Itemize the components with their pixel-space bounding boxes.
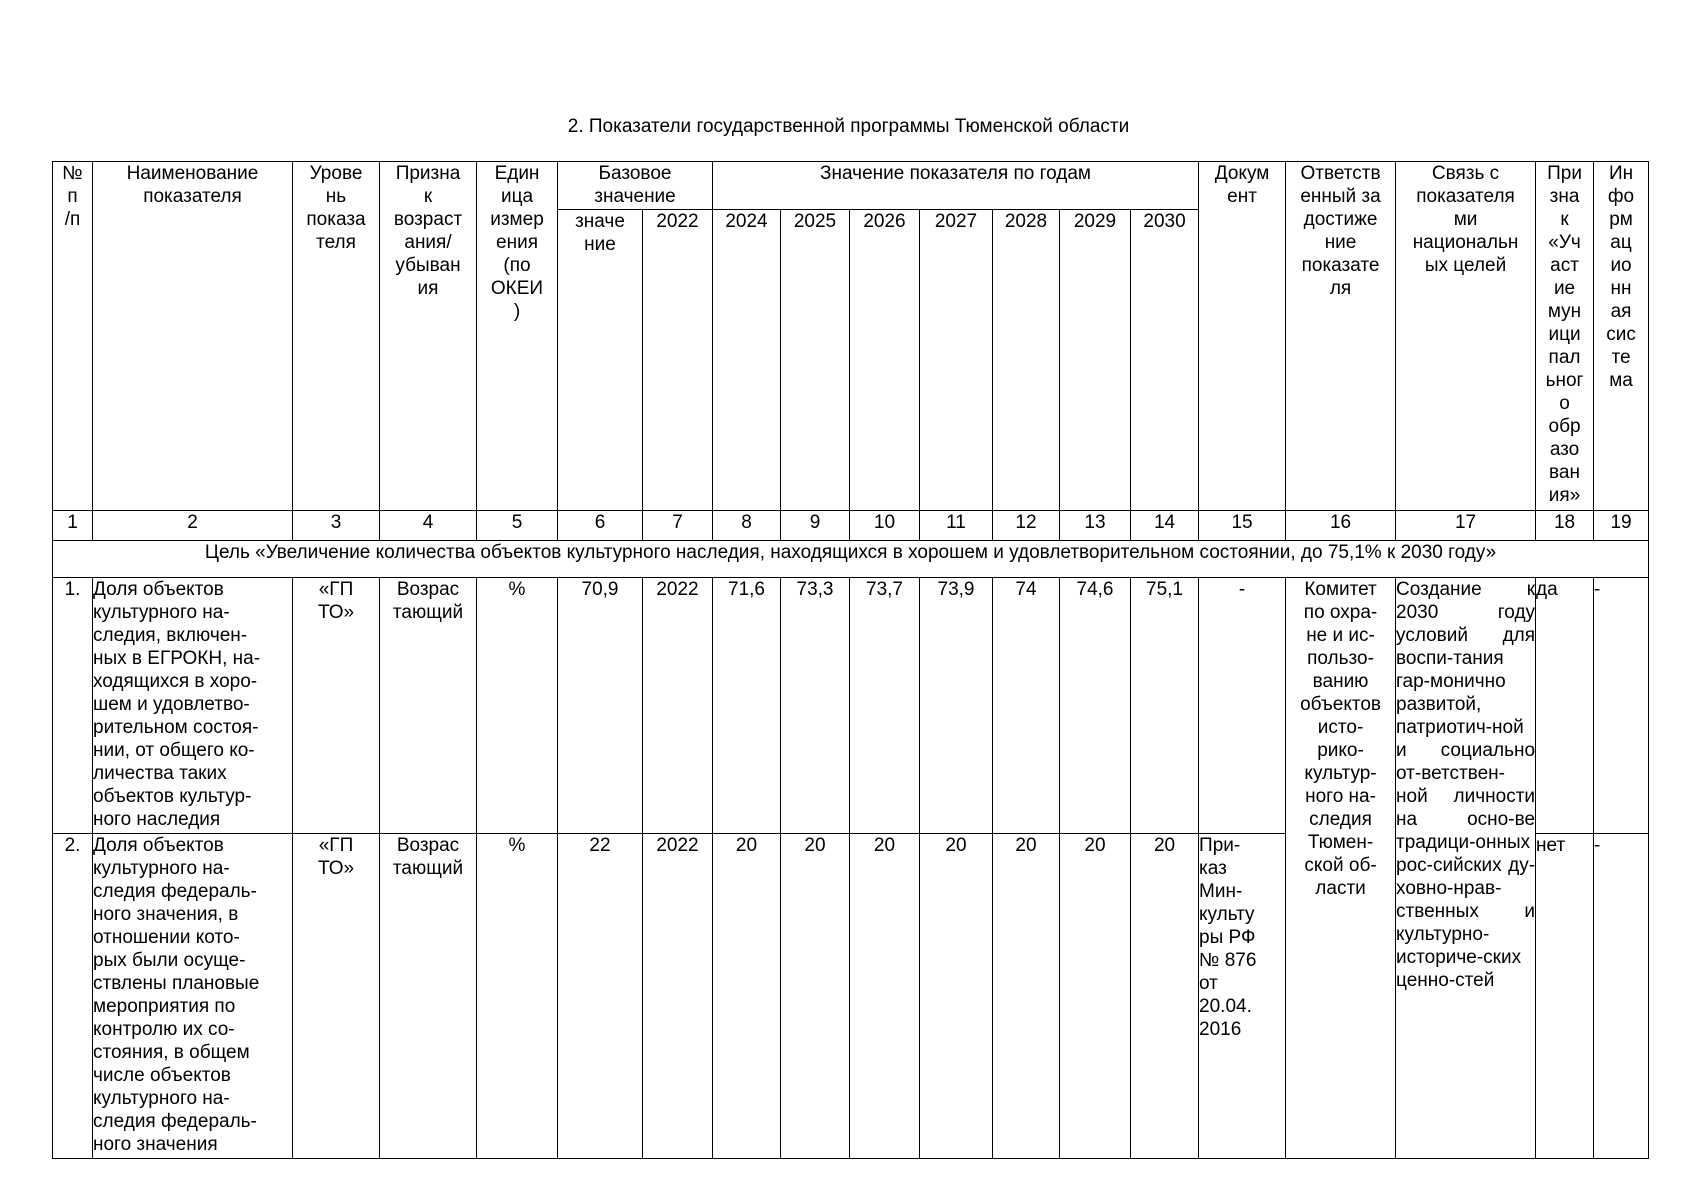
column-number: 6 [558, 511, 643, 541]
indicator-unit: % [477, 834, 558, 1159]
column-number: 4 [380, 511, 477, 541]
year-value: 20 [1131, 834, 1199, 1159]
national-goal-link: Создание к 2030 году условий для воспи-тания гар-монично развитой, патриотич-ной и социально от-ветствен-ной личности на осно-ве традици-онных рос-сийских ду-ховно-нрав-ственных и культурно-историче-ских ценно-стей [1396, 578, 1536, 1159]
base-value: 22 [558, 834, 643, 1159]
column-number: 17 [1396, 511, 1536, 541]
header-document: Докум ент [1199, 162, 1286, 511]
document: - [1199, 578, 1286, 834]
header-number: № п /п [53, 162, 93, 511]
indicator-trend: Возрас тающий [380, 578, 477, 834]
header-base-year: 2022 [643, 210, 713, 511]
base-year: 2022 [643, 578, 713, 834]
column-number: 1 [53, 511, 93, 541]
header-base-value: значе ние [558, 210, 643, 511]
header-year: 2024 [713, 210, 781, 511]
column-number: 3 [293, 511, 380, 541]
year-value: 73,7 [850, 578, 920, 834]
header-level: Урове нь показа теля [293, 162, 380, 511]
column-number: 5 [477, 511, 558, 541]
column-number: 8 [713, 511, 781, 541]
header-municipal: При зна к «Уч аст ие мун ици пал ьног о обр азо ван ия» [1536, 162, 1594, 511]
year-value: 20 [1060, 834, 1131, 1159]
indicator-name: Доля объектов культурного на- следия федераль- ного значения, в отношении кото- рых были осуще- ствлены плановые мероприятия по контролю их со- стояния, в общем числе объектов культурного на- следия федераль- ного значения [93, 834, 293, 1159]
header-year: 2029 [1060, 210, 1131, 511]
year-value: 20 [993, 834, 1060, 1159]
indicator-level: «ГП ТО» [293, 578, 380, 834]
year-value: 73,9 [920, 578, 993, 834]
header-year: 2026 [850, 210, 920, 511]
year-value: 20 [713, 834, 781, 1159]
responsible-body: Комитет по охра- не и ис- пользо- ванию объектов исто- рико- культур- ного на- следия Тюмен- ской об- ласти [1286, 578, 1396, 1159]
municipal-flag: да [1536, 578, 1594, 834]
year-value: 20 [920, 834, 993, 1159]
municipal-flag: нет [1536, 834, 1594, 1159]
year-value: 71,6 [713, 578, 781, 834]
header-unit: Един ица измер ения (по ОКЕИ ) [477, 162, 558, 511]
column-number: 19 [1594, 511, 1649, 541]
year-value: 74 [993, 578, 1060, 834]
column-number: 14 [1131, 511, 1199, 541]
header-year: 2025 [781, 210, 850, 511]
year-value: 20 [781, 834, 850, 1159]
column-number: 7 [643, 511, 713, 541]
header-responsible: Ответств енный за достиже ние показате ля [1286, 162, 1396, 511]
header-year: 2028 [993, 210, 1060, 511]
indicator-unit: % [477, 578, 558, 834]
column-number: 16 [1286, 511, 1396, 541]
indicator-name: Доля объектов культурного на- следия, включен- ных в ЕГРОКН, на- ходящихся в хоро- шем и удовлетво- рительном состоя- нии, от общего ко- личества таких объектов культур- ного наследия [93, 578, 293, 834]
column-number: 15 [1199, 511, 1286, 541]
base-year: 2022 [643, 834, 713, 1159]
year-value: 75,1 [1131, 578, 1199, 834]
header-year: 2027 [920, 210, 993, 511]
document: При- каз Мин- культу ры РФ № 876 от 20.04. 2016 [1199, 834, 1286, 1159]
header-years-group: Значение показателя по годам [713, 162, 1199, 210]
year-value: 73,3 [781, 578, 850, 834]
header-base-group: Базовое значение [558, 162, 713, 210]
base-value: 70,9 [558, 578, 643, 834]
header-info-system: Ин фо рм ац ио нн ая сис те ма [1594, 162, 1649, 511]
goal-row: Цель «Увеличение количества объектов культурного наследия, находящихся в хорошем и удовлетворительном состоянии, до 75,1% к 2030 году» [53, 541, 1649, 578]
table-row [53, 578, 1649, 834]
header-indicator-name: Наименование показателя [93, 162, 293, 511]
year-value: 74,6 [1060, 578, 1131, 834]
info-system: - [1594, 834, 1649, 1159]
info-system: - [1594, 578, 1649, 834]
indicator-trend: Возрас тающий [380, 834, 477, 1159]
column-number: 9 [781, 511, 850, 541]
row-number: 1. [53, 578, 93, 834]
page-title: 2. Показатели государственной программы Тюменской области [567, 116, 1130, 137]
indicators-table [52, 161, 1649, 1159]
row-number: 2. [53, 834, 93, 1159]
column-number: 12 [993, 511, 1060, 541]
column-number: 11 [920, 511, 993, 541]
header-national-goals: Связь с показателя ми национальн ых целей [1396, 162, 1536, 511]
header-year: 2030 [1131, 210, 1199, 511]
year-value: 20 [850, 834, 920, 1159]
column-number: 18 [1536, 511, 1594, 541]
column-numbers-row [53, 511, 1649, 541]
column-number: 13 [1060, 511, 1131, 541]
column-number: 10 [850, 511, 920, 541]
indicator-level: «ГП ТО» [293, 834, 380, 1159]
column-number: 2 [93, 511, 293, 541]
header-trend: Призна к возраст ания/ убыван ия [380, 162, 477, 511]
